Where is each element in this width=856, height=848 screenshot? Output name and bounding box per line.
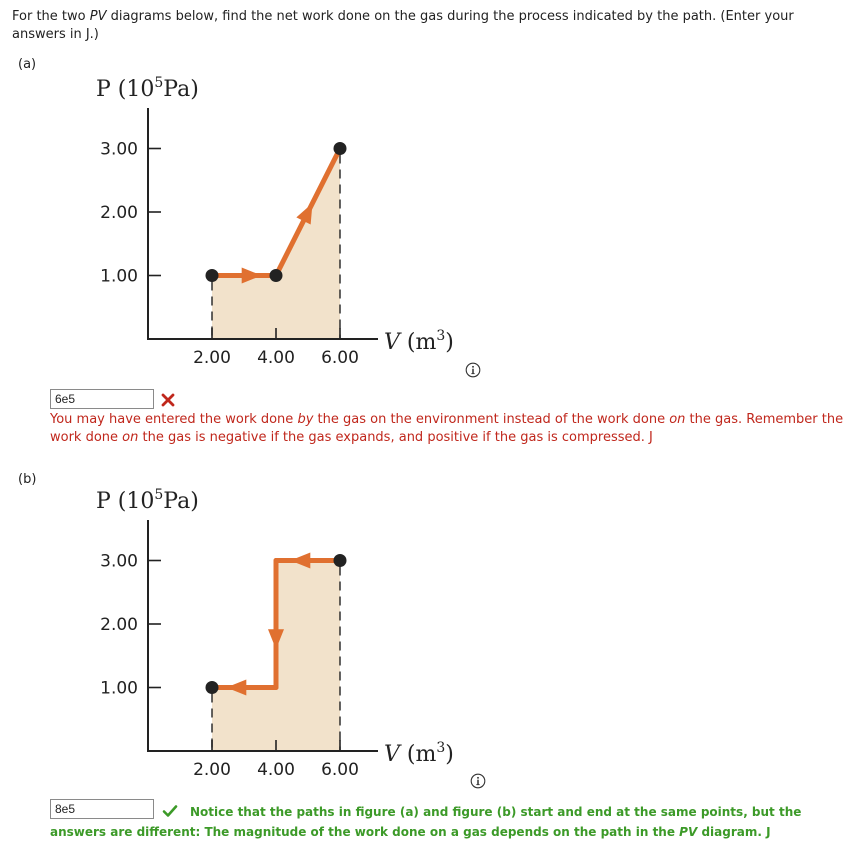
- y-tick-label: 2.00: [100, 203, 138, 223]
- work-area-shading: [212, 149, 340, 340]
- pv-diagram-a: [0, 0, 480, 400]
- feedback-correct: Notice that the paths in figure (a) and figure (b) start and end at the same points, but the answers are different: The magnitude of the work done on a gas depends on the path in the PV diagram. J: [50, 805, 802, 839]
- y-tick-label: 1.00: [100, 678, 138, 699]
- y-tick-label: 2.00: [100, 615, 138, 635]
- info-icon[interactable]: [470, 773, 486, 789]
- info-icon[interactable]: [465, 362, 481, 378]
- x-tick-label: 6.00: [321, 760, 359, 780]
- v-axis-label: V $(m^3)$: [384, 740, 454, 767]
- info-icon-a-wrap[interactable]: [465, 362, 481, 382]
- v-axis-label: V $(m^3)$: [384, 328, 454, 355]
- x-tick-label: 6.00: [321, 348, 359, 368]
- p-axis-label: P $(10^5Pa)$: [96, 487, 199, 514]
- x-tick-label: 4.00: [257, 760, 295, 780]
- state-point: [334, 142, 347, 155]
- x-tick-label: 2.00: [193, 760, 231, 780]
- state-point: [334, 554, 347, 567]
- incorrect-x-icon: [161, 393, 175, 407]
- pv-diagram-b: [0, 412, 480, 812]
- info-icon-b-wrap[interactable]: [470, 773, 486, 793]
- part-a-label: (a): [18, 57, 37, 72]
- p-axis-label: P $(10^5Pa)$: [96, 75, 199, 102]
- incorrect-icon-wrap: [161, 392, 175, 411]
- direction-arrow: [296, 203, 312, 224]
- y-tick-label: 1.00: [100, 266, 138, 287]
- y-tick-label: 3.00: [100, 139, 138, 160]
- feedback-incorrect: You may have entered the work done by the gas on the environment instead of the work done on the gas. Remember the work done on the gas is negative if the gas expands, and positive if the gas is compressed. J: [50, 412, 844, 445]
- state-point: [270, 269, 283, 282]
- answer-input-a[interactable]: [50, 389, 154, 409]
- pv-term: PV: [89, 9, 107, 24]
- part-b-label: (b): [18, 472, 37, 487]
- y-tick-label: 3.00: [100, 551, 138, 572]
- x-tick-label: 4.00: [257, 348, 295, 368]
- state-point: [206, 681, 219, 694]
- state-point: [206, 269, 219, 282]
- question-text: For the two PV diagrams below, find the net work done on the gas during the process indicated by the path. (Enter your answers in J.): [12, 9, 794, 42]
- x-tick-label: 2.00: [193, 348, 231, 368]
